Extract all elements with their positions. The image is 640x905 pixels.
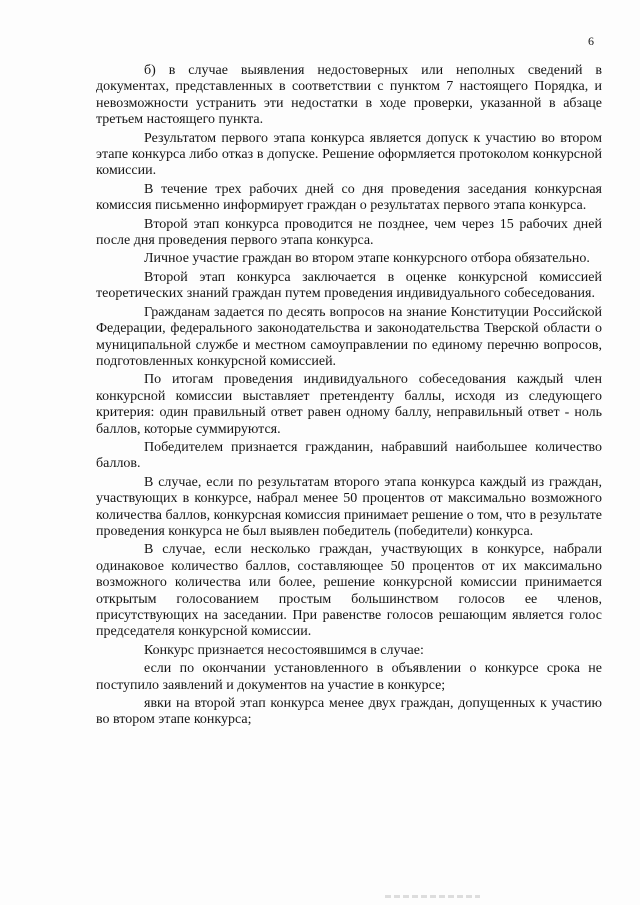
document-body (96, 63, 602, 731)
paragraph-3: В течение трех рабочих дней со дня проведения заседания конкурсная комиссия письменно информирует граждан о результатах первого этапа конкурса. (96, 181, 602, 214)
paragraph-8: По итогам проведения индивидуального собеседования каждый член конкурсной комиссии выставляет претенденту баллы, исходя из следующего критерия: один правильный ответ равен одному баллу, неправильный ответ - ноль баллов, которые суммируются. (96, 372, 602, 437)
paragraph-12: Конкурс признается несостоявшимся в случае: (144, 642, 424, 658)
paragraph-4: Второй этап конкурса проводится не позднее, чем через 15 рабочих дней после дня проведения первого этапа конкурса. (96, 216, 602, 249)
paragraph-1: б) в случае выявления недостоверных или неполных сведений в документах, представленных в соответствии с пунктом 7 настоящего Порядка, и невозможности устранить эти недостатки в ходе проверки, указанной в абзаце третьем настоящего пункта. (96, 63, 602, 128)
paragraph-11: В случае, если несколько граждан, участвующих в конкурсе, набрали одинаковое количество баллов, составляющее 50 процентов от их максимально возможного количества или более, решение конкурсной комиссии принимается открытым голосованием простым большинством голосов ее членов, присутствующих на заседании. При равенстве голосов решающим является голос председателя конкурсной комиссии. (96, 542, 602, 640)
paragraph-13: если по окончании установленного в объявлении о конкурсе срока не поступило заявлений и документов на участие в конкурсе; (96, 661, 602, 693)
paragraph-14: явки на второй этап конкурса менее двух граждан, допущенных к участию во втором этапе конкурса; (96, 696, 602, 728)
paragraph-9: Победителем признается гражданин, набравший наибольшее количество баллов. (96, 439, 602, 472)
scan-artifact (385, 895, 480, 898)
paragraph-2: Результатом первого этапа конкурса является допуск к участию во втором этапе конкурса либо отказ в допуске. Решение оформляется протоколом конкурсной комиссии. (96, 130, 602, 179)
paragraph-5: Личное участие граждан во втором этапе конкурсного отбора обязательно. (144, 251, 590, 267)
paragraph-7: Гражданам задается по десять вопросов на знание Конституции Российской Федерации, федерального законодательства и законодательства Тверской области о муниципальной службе и местном самоуправлении по единому перечню вопросов, подготовленных конкурсной комиссией. (96, 304, 602, 369)
page-number: 6 (588, 34, 594, 48)
paragraph-10: В случае, если по результатам второго этапа конкурса каждый из граждан, участвующих в конкурсе, набрал менее 50 процентов от максимально возможного количества баллов, конкурсная комиссия принимает решение о том, что в результате проведения конкурса не был выявлен победитель (победители) конкурса. (96, 474, 602, 539)
paragraph-6: Второй этап конкурса заключается в оценке конкурсной комиссией теоретических знаний граждан путем проведения индивидуального собеседования. (96, 269, 602, 302)
